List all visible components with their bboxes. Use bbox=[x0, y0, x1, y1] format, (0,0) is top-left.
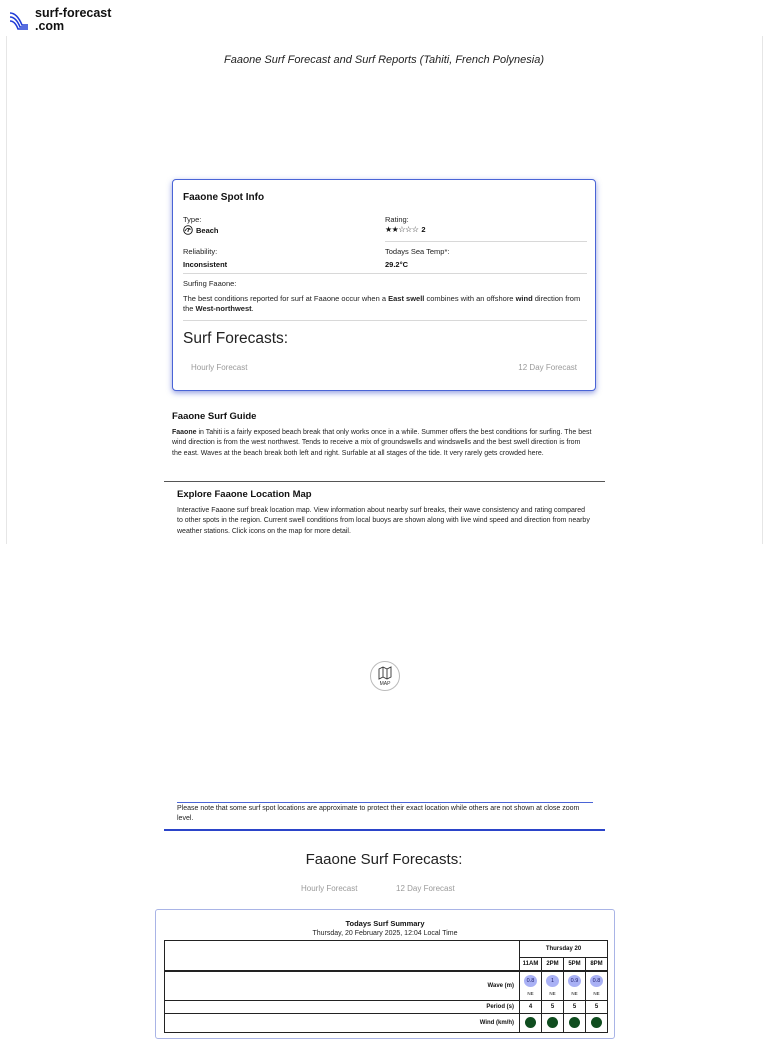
tab-hourly-forecast-2[interactable]: Hourly Forecast bbox=[301, 884, 358, 893]
wind-row bbox=[165, 1014, 608, 1033]
rating-stars bbox=[385, 225, 418, 234]
surfing-description: The best conditions reported for surf at Faaone occur when a East swell combines with an offshore wind direction from the West-northwest. bbox=[183, 294, 581, 313]
wave-direction: NE bbox=[527, 991, 534, 996]
divider bbox=[183, 273, 587, 274]
rating-row bbox=[385, 225, 426, 234]
wave-cell bbox=[564, 971, 586, 1001]
wave-direction: NE bbox=[571, 991, 578, 996]
divider bbox=[385, 241, 587, 242]
wave-direction: NE bbox=[593, 991, 600, 996]
time-header: 8PM bbox=[586, 958, 608, 972]
wave-bubble: 1 bbox=[546, 975, 559, 987]
rating-value: 2 bbox=[421, 225, 426, 234]
map-bottom-rule bbox=[177, 802, 593, 803]
wind-bubble bbox=[547, 1017, 558, 1028]
wave-bubble: 0.8 bbox=[590, 975, 603, 987]
type-value-row bbox=[183, 225, 219, 235]
wave-bubble: 0.9 bbox=[568, 975, 581, 987]
faaone-forecasts-heading: Faaone Surf Forecasts: bbox=[305, 851, 463, 868]
wave-cell bbox=[520, 971, 542, 1001]
map-note: Please note that some surf spot locations are approximate to protect their exact location while others are not shown at close zoom level. bbox=[177, 805, 580, 822]
left-rule bbox=[6, 36, 7, 544]
site-logo[interactable] bbox=[8, 7, 111, 33]
tab-hourly-forecast[interactable]: Hourly Forecast bbox=[191, 363, 248, 372]
wind-cell bbox=[564, 1014, 586, 1033]
type-value: Beach bbox=[196, 225, 219, 235]
summary-subtitle: Thursday, 20 February 2025, 12:04 Local Time bbox=[312, 930, 458, 937]
star-empty-icon: ☆ bbox=[398, 225, 406, 234]
star-empty-icon: ☆ bbox=[411, 225, 419, 234]
sea-temp-label: Todays Sea Temp*: bbox=[385, 247, 450, 256]
surf-guide-title: Faaone Surf Guide bbox=[172, 411, 257, 422]
wave-label: Wave (m) bbox=[165, 971, 520, 1001]
reliability-label: Reliability: bbox=[183, 247, 218, 256]
wind-cell bbox=[520, 1014, 542, 1033]
map-icon bbox=[378, 666, 392, 680]
wind-cell bbox=[542, 1014, 564, 1033]
map-section-text: Interactive Faaone surf break location map. View information about nearby surf breaks, their wave consistency and rating compared to other spots in the region. Current swell conditions from local buoys are shown along with live wind speed and direction from nearby weather stations. Click icons on the map for more detail. bbox=[177, 507, 590, 535]
page-title: Faaone Surf Forecast and Surf Reports (Tahiti, French Polynesia) bbox=[224, 54, 544, 66]
tab-12-day-forecast-2[interactable]: 12 Day Forecast bbox=[396, 884, 455, 893]
wave-beach-icon bbox=[183, 225, 193, 235]
period-row bbox=[165, 1001, 608, 1014]
section-divider bbox=[164, 481, 605, 482]
wind-bubble bbox=[569, 1017, 580, 1028]
spot-info-card bbox=[172, 179, 596, 391]
reliability-value: Inconsistent bbox=[183, 260, 228, 269]
divider bbox=[183, 320, 587, 321]
period-cell: 5 bbox=[586, 1001, 608, 1014]
spot-info-title: Faaone Spot Info bbox=[183, 192, 265, 203]
logo-waves-icon bbox=[8, 9, 30, 31]
wave-cell bbox=[586, 971, 608, 1001]
wind-cell bbox=[586, 1014, 608, 1033]
rating-label: Rating: bbox=[385, 215, 409, 224]
map-button[interactable] bbox=[370, 661, 400, 691]
period-cell: 5 bbox=[564, 1001, 586, 1014]
sea-temp-value: 29.2°C bbox=[385, 260, 409, 269]
star-filled-icon: ★ bbox=[391, 225, 399, 234]
time-header: 11AM bbox=[520, 958, 542, 972]
map-section-title: Explore Faaone Location Map bbox=[177, 489, 312, 500]
type-label: Type: bbox=[183, 215, 202, 224]
right-rule bbox=[762, 36, 763, 544]
wind-label: Wind (km/h) bbox=[165, 1014, 520, 1033]
logo-text-line2: .com bbox=[35, 19, 65, 33]
wave-direction: NE bbox=[549, 991, 556, 996]
map-section-border bbox=[164, 829, 605, 831]
tab-12-day-forecast[interactable]: 12 Day Forecast bbox=[518, 363, 577, 372]
surf-forecasts-heading: Surf Forecasts: bbox=[183, 330, 289, 347]
wave-row bbox=[165, 971, 608, 1001]
logo-text-line1: surf-forecast bbox=[35, 6, 112, 20]
wave-bubble: 0.8 bbox=[524, 975, 537, 987]
wind-bubble bbox=[525, 1017, 536, 1028]
period-cell: 5 bbox=[542, 1001, 564, 1014]
time-header: 2PM bbox=[542, 958, 564, 972]
period-label: Period (s) bbox=[165, 1001, 520, 1014]
map-button-label: MAP bbox=[379, 681, 391, 687]
wave-cell bbox=[542, 971, 564, 1001]
summary-title: Todays Surf Summary bbox=[345, 919, 425, 928]
surfing-label: Surfing Faaone: bbox=[183, 279, 237, 288]
wind-bubble bbox=[591, 1017, 602, 1028]
table-corner bbox=[165, 941, 520, 972]
time-header: 5PM bbox=[564, 958, 586, 972]
summary-table bbox=[164, 940, 608, 1033]
surf-guide-text: Faaone in Tahiti is a fairly exposed beach break that only works once in a while. Summer offers the best conditions for surfing. The best wind direction is from the west northwest. Tends to receive a mix of groundswells and windswells and the best swell direction is from the east. Waves at the beach break both left and right. Surfable at all stages of the tide. It very rarely gets crowded here. bbox=[172, 429, 592, 457]
star-empty-icon: ☆ bbox=[405, 225, 412, 234]
star-filled-icon: ★ bbox=[385, 225, 392, 234]
day-header: Thursday 20 bbox=[520, 941, 608, 958]
period-cell: 4 bbox=[520, 1001, 542, 1014]
